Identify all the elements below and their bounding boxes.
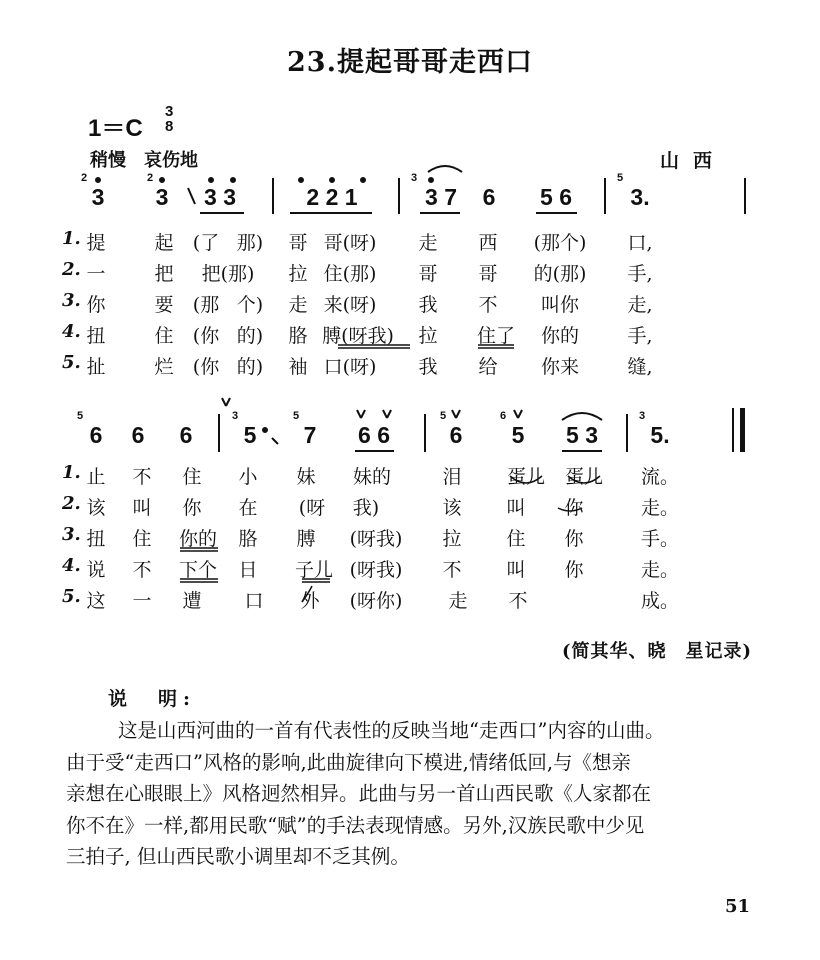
transcription-credit: (简其华、晓 星记录) bbox=[561, 641, 752, 662]
lyric-word: 我) bbox=[352, 497, 380, 519]
verse-number: 3. bbox=[62, 290, 81, 311]
grace-note: 3 bbox=[231, 410, 239, 422]
lyric-word: 你 bbox=[564, 559, 584, 581]
lyric-word: 日 bbox=[238, 559, 258, 581]
explanation-line: 亲想在心眼眼上》风格迥然相异。此曲与另一首山西民歌《人家都在 bbox=[66, 782, 652, 805]
note: 3. bbox=[630, 184, 650, 210]
lyric-word: 要 bbox=[154, 294, 174, 316]
note: 3 3 bbox=[204, 184, 236, 210]
lyric-word: 你 bbox=[86, 294, 106, 316]
verse-number: 4. bbox=[62, 555, 81, 576]
note: 5 3 bbox=[566, 422, 598, 448]
lyric-word: 扭 bbox=[86, 528, 106, 550]
lyric-word: 你的 bbox=[540, 325, 580, 347]
lyric-word: (你 bbox=[192, 356, 220, 378]
explanation-paragraph bbox=[66, 715, 756, 873]
lyric-word: 叫 bbox=[132, 497, 152, 519]
grace-note: 6 bbox=[499, 410, 507, 422]
lyric-word: (呀你) bbox=[349, 590, 403, 612]
lyric-word: 该 bbox=[86, 497, 106, 519]
lyric-word: 起 bbox=[154, 232, 174, 254]
grace-note: 2 bbox=[146, 172, 154, 184]
lyric-word: 在 bbox=[238, 497, 258, 519]
lyric-word: 膊 bbox=[296, 528, 316, 550]
lyric-word: 不 bbox=[132, 466, 152, 488]
verse-number: 2. bbox=[62, 493, 81, 514]
lyric-word: 外 bbox=[300, 590, 320, 612]
grace-note: 5 bbox=[292, 410, 300, 422]
song-title: 23.提起哥哥走西口 bbox=[287, 47, 533, 78]
lyric-word: 住 bbox=[154, 325, 174, 347]
lyric-slur bbox=[568, 476, 600, 483]
grace-note: 3 bbox=[638, 410, 646, 422]
lyric-word: 妹的 bbox=[352, 466, 392, 488]
lyric-word: 妹 bbox=[296, 466, 316, 488]
lyric-word: 一 bbox=[132, 590, 152, 612]
lyric-word: 烂 bbox=[154, 356, 174, 378]
lyric-word: 不 bbox=[478, 294, 498, 316]
lyric-word: 那) bbox=[236, 232, 264, 254]
lyric-word: 你 bbox=[564, 497, 584, 519]
lyric-word: 蛋儿 bbox=[564, 466, 604, 488]
lyric-word: 拉 bbox=[442, 528, 462, 550]
lyric-word: 胳 bbox=[288, 325, 308, 347]
note: 5 bbox=[511, 422, 525, 448]
lyric-word: 你的 bbox=[178, 528, 218, 550]
lyric-word: 走 bbox=[448, 590, 468, 612]
lyric-word: 拉 bbox=[288, 263, 308, 285]
lyric-word: 你 bbox=[564, 528, 584, 550]
lyric-word: 口 bbox=[244, 590, 264, 612]
lyric-word: 哥 bbox=[418, 263, 438, 285]
grace-note: 3 bbox=[410, 172, 418, 184]
lyric-word: 哥(呀) bbox=[323, 232, 377, 254]
lyric-word: 走。 bbox=[640, 559, 680, 581]
lyric-word: 个) bbox=[236, 294, 264, 316]
lyric-word: 叫 bbox=[506, 497, 526, 519]
lyric-word: 口, bbox=[627, 232, 653, 254]
lyric-word: 胳 bbox=[238, 528, 258, 550]
lyric-word: 手, bbox=[627, 325, 653, 347]
key-signature: 1＝C bbox=[88, 115, 143, 142]
lyric-word: 小 bbox=[238, 466, 258, 488]
explanation-line: 这是山西河曲的一首有代表性的反映当地“走西口”内容的山曲。 bbox=[118, 719, 665, 742]
lyric-word: 叫你 bbox=[540, 294, 580, 316]
lyric-word: 住 bbox=[132, 528, 152, 550]
explanation-line: 你不在》一样,都用民歌“赋”的手法表现情感。另外,汉族民歌中少见 bbox=[66, 813, 645, 837]
lyric-word: 提 bbox=[86, 232, 106, 254]
lyric-word: 一 bbox=[86, 263, 106, 285]
note: 6 6 bbox=[358, 422, 390, 448]
meter-bottom: 8 bbox=[165, 118, 174, 135]
verse-number: 3. bbox=[62, 524, 81, 545]
lyric-word: 住 bbox=[182, 466, 202, 488]
lyric-word: 住了 bbox=[476, 325, 516, 347]
lyric-slur bbox=[558, 508, 582, 511]
lyric-word: (那 bbox=[192, 294, 220, 316]
lyric-word: (了 bbox=[192, 232, 220, 254]
verse-number: 2. bbox=[62, 259, 81, 280]
note: 7 bbox=[303, 422, 317, 448]
note: 5. bbox=[650, 422, 670, 448]
lyric-word: 把 bbox=[154, 263, 174, 285]
lyric-word: 走。 bbox=[640, 497, 680, 519]
region-label: 山西 bbox=[660, 150, 727, 172]
lyric-word: (你 bbox=[192, 325, 220, 347]
lyric-word: 扯 bbox=[86, 356, 106, 378]
page-number: 51 bbox=[724, 896, 750, 917]
note: 5 6 bbox=[540, 184, 572, 210]
lyric-word: (那个) bbox=[533, 232, 587, 254]
note: 5 bbox=[243, 422, 257, 448]
explanation-heading: 说 明: bbox=[108, 688, 197, 710]
verse-number: 1. bbox=[62, 228, 81, 249]
lyric-word: 扭 bbox=[86, 325, 106, 347]
lyric-word: (呀我) bbox=[349, 559, 403, 581]
lyric-word: 流。 bbox=[640, 466, 680, 488]
explanation-line: 三拍子, 但山西民歌小调里却不乏其例。 bbox=[66, 845, 410, 868]
lyric-slur bbox=[510, 476, 542, 483]
meter-top: 3 bbox=[165, 103, 174, 120]
lyric-word: 不 bbox=[442, 559, 462, 581]
lyric-word: (呀 bbox=[298, 497, 326, 519]
lyric-word: 的(那) bbox=[533, 263, 587, 285]
lyric-slur bbox=[302, 586, 312, 602]
verse-number: 1. bbox=[62, 462, 81, 483]
lyric-word: 你 bbox=[182, 497, 202, 519]
lyric-word: 下个 bbox=[178, 559, 218, 581]
lyric-word: 西 bbox=[478, 232, 498, 254]
lyric-word: 不 bbox=[132, 559, 152, 581]
grace-note: 2 bbox=[80, 172, 88, 184]
lyric-word: 你来 bbox=[540, 356, 580, 378]
lyric-word: 手。 bbox=[640, 528, 680, 550]
lyric-word: 走 bbox=[418, 232, 438, 254]
lyric-word: 走, bbox=[627, 294, 653, 316]
lyric-word: 走 bbox=[288, 294, 308, 316]
lyric-word: 缝, bbox=[627, 356, 653, 378]
lyric-word: 口(呀) bbox=[323, 356, 377, 378]
lyric-word: 的) bbox=[236, 356, 264, 378]
lyric-word: 袖 bbox=[288, 356, 308, 378]
note: 6 bbox=[179, 422, 193, 448]
grace-note: 5 bbox=[616, 172, 624, 184]
lyric-word: 不 bbox=[508, 590, 528, 612]
lyric-word: 膊(呀我) bbox=[322, 325, 394, 347]
lyric-word: 住 bbox=[506, 528, 526, 550]
lyric-word: 哥 bbox=[288, 232, 308, 254]
note: 6 bbox=[449, 422, 463, 448]
lyric-word: 的) bbox=[236, 325, 264, 347]
lyric-word: (呀我) bbox=[349, 528, 403, 550]
lyric-word: 给 bbox=[478, 356, 498, 378]
lyric-word: 说 bbox=[86, 559, 106, 581]
lyric-word: 我 bbox=[418, 294, 438, 316]
verse-number: 4. bbox=[62, 321, 81, 342]
lyric-word: 来(呀) bbox=[323, 294, 377, 316]
lyric-word: 拉 bbox=[418, 325, 438, 347]
note: 3 bbox=[91, 184, 105, 210]
note: 6 bbox=[89, 422, 103, 448]
lyric-word: 这 bbox=[86, 590, 106, 612]
lyric-word: 该 bbox=[442, 497, 462, 519]
lyric-word: 遭 bbox=[182, 590, 202, 612]
lyric-word: 把(那) bbox=[201, 263, 255, 285]
lyric-word: 子儿 bbox=[294, 559, 334, 581]
verse-number: 5. bbox=[62, 586, 81, 607]
grace-note: 5 bbox=[76, 410, 84, 422]
tempo-marking: 稍慢 哀伤地 bbox=[90, 150, 198, 171]
lyric-word: 我 bbox=[418, 356, 438, 378]
grace-note: 5 bbox=[439, 410, 447, 422]
lyric-word: 蛋儿 bbox=[506, 466, 546, 488]
lyric-word: 哥 bbox=[478, 263, 498, 285]
lyric-word: 止 bbox=[86, 466, 106, 488]
note: 6 bbox=[131, 422, 145, 448]
note: 6 bbox=[482, 184, 496, 210]
verse-number: 5. bbox=[62, 352, 81, 373]
note: 3 7 bbox=[425, 184, 457, 210]
note: 3 bbox=[155, 184, 169, 210]
lyric-word: 住(那) bbox=[323, 263, 377, 285]
lyric-word: 泪 bbox=[442, 466, 462, 488]
lyric-word: 手, bbox=[627, 263, 653, 285]
note: 2 2 1 bbox=[306, 184, 358, 210]
lyric-word: 叫 bbox=[506, 559, 526, 581]
explanation-line: 由于受“走西口”风格的影响,此曲旋律向下模进,情绪低回,与《想亲 bbox=[66, 750, 632, 774]
lyric-word: 成。 bbox=[640, 590, 680, 612]
